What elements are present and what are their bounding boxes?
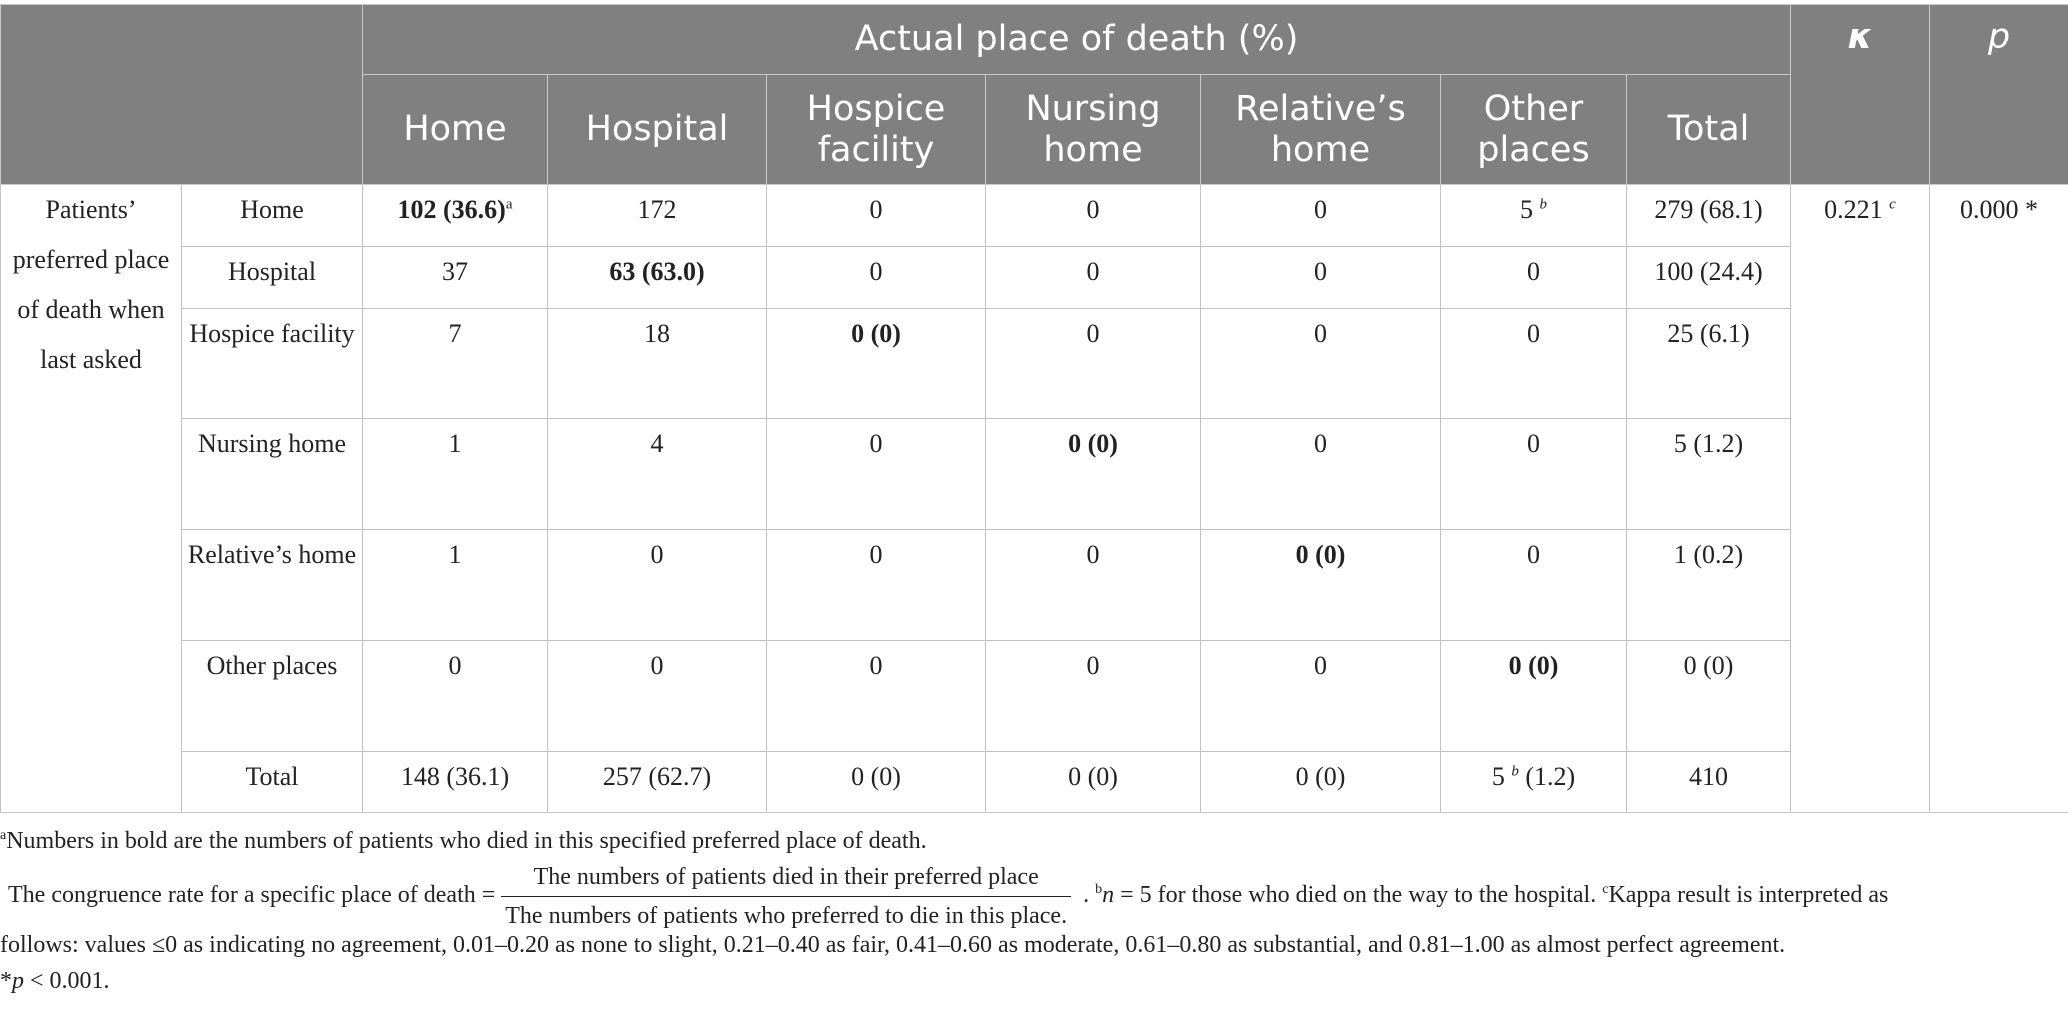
table-cell: 0 (1201, 185, 1441, 247)
footnote-c-continued: follows: values ≤0 as indicating no agreement, 0.01–0.20 as none to slight, 0.21–0.40 as fair, 0.41–0.60 as moderate, 0.61–0.80 as substantial, and 0.81–1.00 as almost perfect agreement. (0, 932, 1786, 958)
table-cell: 0 (1201, 419, 1441, 530)
table-cell: 0 (767, 530, 986, 641)
row-label: Total (182, 752, 363, 813)
col-header: Hospice facility (767, 75, 986, 185)
table-cell: 0 (767, 419, 986, 530)
results-table (0, 4, 2068, 813)
table-cell: 172 (548, 185, 767, 247)
table-cell: 63 (63.0) (548, 247, 767, 309)
table-cell: 0 (986, 530, 1201, 641)
kappa-value: 0.221 $^c$ (1791, 185, 1930, 813)
table-cell: 0 (986, 641, 1201, 752)
p-value: 0.000 * (1930, 185, 2068, 813)
table-cell: 102 $(36.6)^a$ (363, 185, 548, 247)
table-cell: 410 (1627, 752, 1791, 813)
row-label: Hospital (182, 247, 363, 309)
table-cell: 0 (986, 247, 1201, 309)
table-cell: 0 (1201, 309, 1441, 419)
table-cell: 5 $^b$ (1441, 185, 1627, 247)
footnote-congruence: The congruence rate for a specific place of death = $\frac{\text{The numbers of patients died in their preferred place}}{\text{The numbers of patients who preferred to die in this place.}}$ . $^b$n = 5 for those who died on the way to the hospital. $^c$Kappa result is interpreted as (8, 864, 1889, 929)
col-header: Home (363, 75, 548, 185)
table-cell: 5 (1.2) (1627, 419, 1791, 530)
table-cell: 0 (986, 309, 1201, 419)
table-row (1, 247, 2068, 309)
table-cell: 18 (548, 309, 767, 419)
row-group-label: Patients’ preferred place of death when last asked (1, 185, 182, 813)
table-cell: 1 (363, 530, 548, 641)
table-cell: 37 (363, 247, 548, 309)
table-cell: 0 (0) (1201, 530, 1441, 641)
table-cell: 0 (0) (986, 419, 1201, 530)
table-cell: 1 (363, 419, 548, 530)
table-cell: 1 (0.2) (1627, 530, 1791, 641)
table-cell: 0 (1441, 419, 1627, 530)
col-header: Relative’s home (1201, 75, 1441, 185)
col-header: Total (1627, 75, 1791, 185)
table-cell: 0 (0) (1441, 641, 1627, 752)
table-cell: 0 (1201, 641, 1441, 752)
table-cell: 0 (548, 641, 767, 752)
table-cell: 0 (363, 641, 548, 752)
table-cell: 0 (1201, 247, 1441, 309)
congruence-fraction: $\frac{\text{The numbers of patients died in their preferred place}}{\text{The numbers of patients who preferred to die in this place.}}$ (501, 862, 1071, 931)
corner-cell (1, 5, 363, 185)
table-cell: 0 (0) (767, 309, 986, 419)
table-cell: 100 (24.4) (1627, 247, 1791, 309)
table-cell: 0 (0) (1201, 752, 1441, 813)
table-row (1, 185, 2068, 247)
total-row (1, 752, 2068, 813)
table-row (1, 419, 2068, 530)
table-cell: 5 $^b$ (1.2) (1441, 752, 1627, 813)
col-header: Other places (1441, 75, 1627, 185)
table-cell: 7 (363, 309, 548, 419)
table-cell: 0 (1441, 530, 1627, 641)
congruence-prefix: The congruence rate for a specific place of death = (8, 882, 496, 909)
table-cell: 0 (1441, 309, 1627, 419)
col-header: Nursing home (986, 75, 1201, 185)
table-cell: 0 (767, 641, 986, 752)
table-cell: 279 (68.1) (1627, 185, 1791, 247)
row-label: Nursing home (182, 419, 363, 530)
table-cell: 257 (62.7) (548, 752, 767, 813)
table-cell: 25 (6.1) (1627, 309, 1791, 419)
table-cell: 0 (548, 530, 767, 641)
table-cell: 0 (986, 185, 1201, 247)
p-header: p (1930, 5, 2068, 185)
footnote-a: $^a$Numbers in bold are the numbers of patients who died in this specified preferred place of death. (0, 828, 927, 854)
table-row (1, 530, 2068, 641)
table-cell: 0 (767, 185, 986, 247)
row-label: Hospice facility (182, 309, 363, 419)
table-cell: 4 (548, 419, 767, 530)
group-header: Actual place of death (%) (363, 5, 1791, 75)
table-row (1, 309, 2068, 419)
row-label: Home (182, 185, 363, 247)
kappa-header: κ (1791, 5, 1930, 185)
table-cell: 0 (1441, 247, 1627, 309)
footnote-star: *p < 0.001. (0, 968, 110, 994)
table-row (1, 641, 2068, 752)
row-label: Relative’s home (182, 530, 363, 641)
row-label: Other places (182, 641, 363, 752)
table-cell: 0 (0) (986, 752, 1201, 813)
table-cell: 148 (36.1) (363, 752, 548, 813)
table-cell: 0 (0) (1627, 641, 1791, 752)
table-cell: 0 (767, 247, 986, 309)
col-header: Hospital (548, 75, 767, 185)
table-cell: 0 (0) (767, 752, 986, 813)
